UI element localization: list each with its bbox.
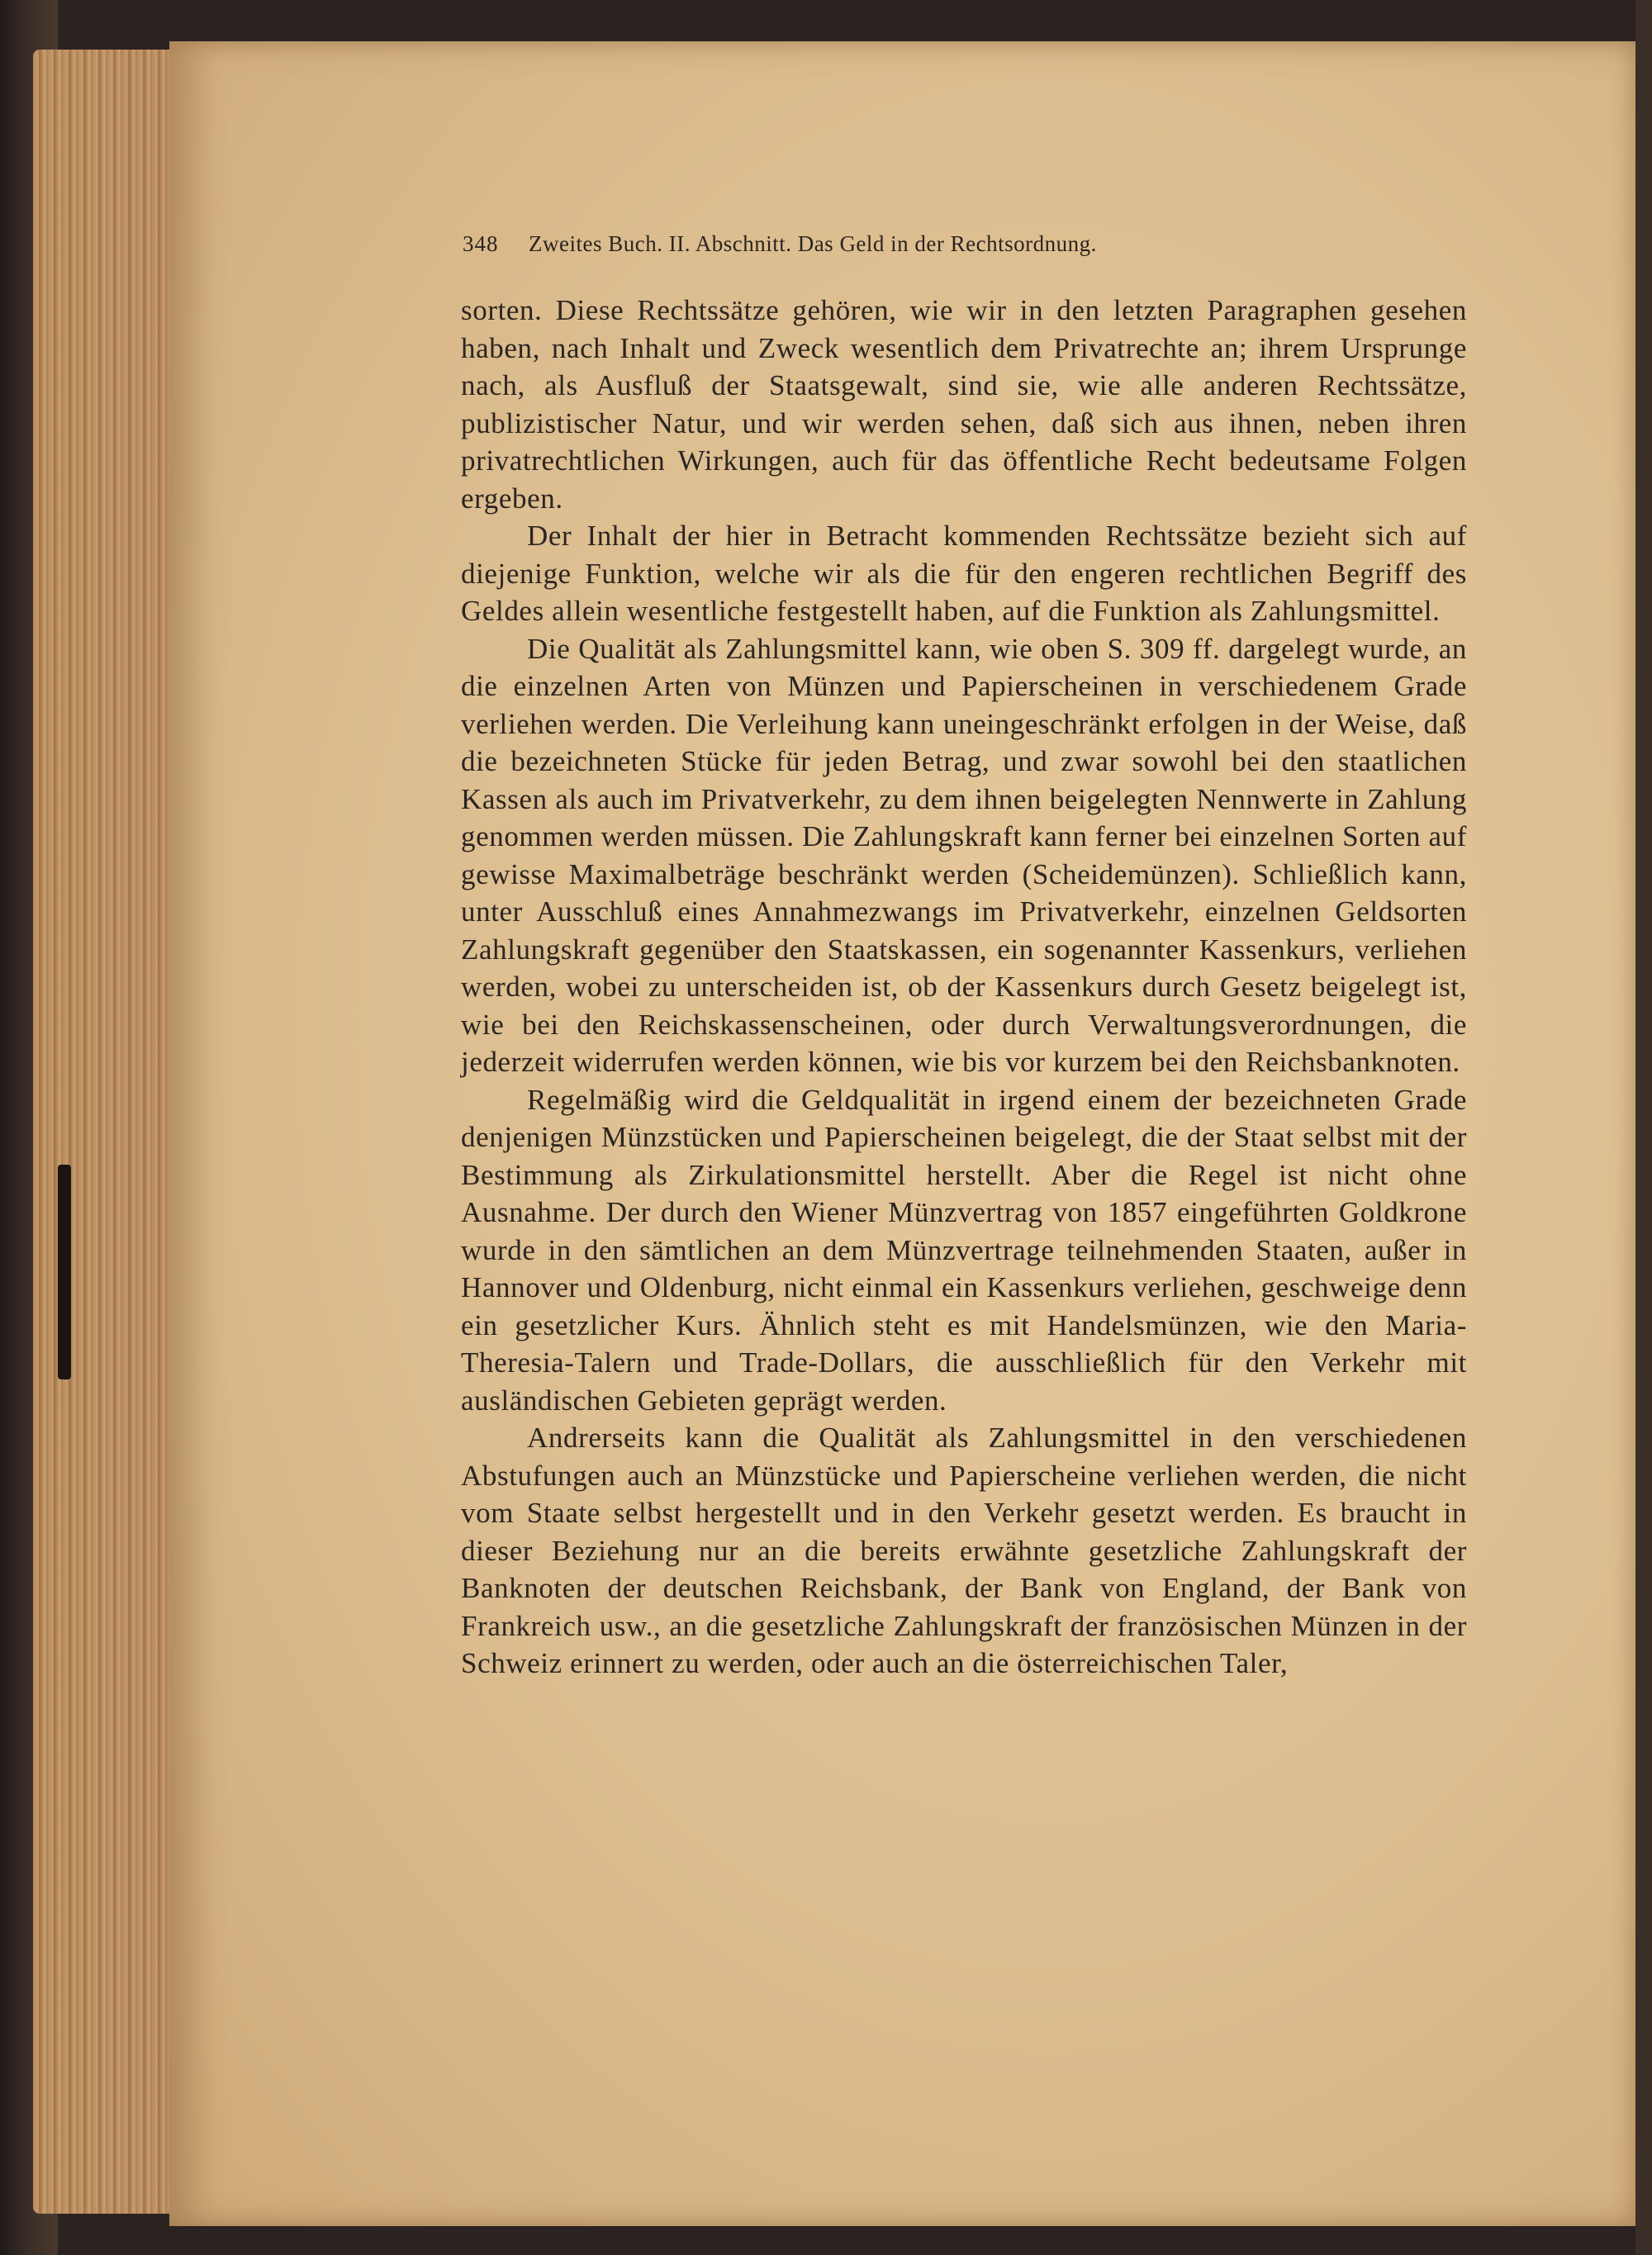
paragraph: Regelmäßig wird die Geldqualität in irgend einem der bezeichneten Grade denjenigen Münzstücken und Papierscheinen beigelegt, die der Staat selbst mit der Bestimmung als Zirkulationsmittel herstellt. Aber die Regel ist nicht ohne Ausnahme. Der durch den Wiener Münzvertrag von 1857 eingeführten Goldkrone wurde in den sämtlichen an dem Münzvertrage teilnehmenden Staaten, außer in Hannover und Oldenburg, nicht einmal ein Kassenkurs verliehen, geschweige denn ein gesetzlicher Kurs. Ähnlich steht es mit Handelsmünzen, wie den Maria-Theresia-Talern und Trade-Dollars, die ausschließlich für den Verkehr mit ausländischen Gebieten geprägt werden. xyxy=(461,1083,1467,1417)
running-title: Zweites Buch. II. Abschnitt. Das Geld in der Rechtsordnung. xyxy=(529,231,1097,256)
page-body xyxy=(461,292,1467,1683)
paragraph: Die Qualität als Zahlungsmittel kann, wie oben S. 309 ff. dargelegt wurde, an die einzelnen Arten von Münzen und Papierscheinen in verschiedenem Grade verliehen werden. Die Verleihung kann uneingeschränkt erfolgen in der Weise, daß die bezeichneten Stücke für jeden Betrag, und zwar sowohl bei den staatlichen Kassen als auch im Privatverkehr, zu dem ihnen beigelegten Nennwerte in Zahlung genommen werden müssen. Die Zahlungskraft kann ferner bei einzelnen Sorten auf gewisse Maximalbeträge beschränkt werden (Scheidemünzen). Schließlich kann, unter Ausschluß eines Annahmezwangs im Privatverkehr, einzelnen Geldsorten Zahlungskraft gegenüber den Staatskassen, ein sogenannter Kassenkurs, verliehen werden, wobei zu unterscheiden ist, ob der Kassenkurs durch Gesetz beigelegt ist, wie bei den Reichskassenscheinen, oder durch Verwaltungsverordnungen, die jederzeit widerrufen werden können, wie bis vor kurzem bei den Reichsbanknoten. xyxy=(461,632,1467,1078)
paragraph: Der Inhalt der hier in Betracht kommenden Rechtssätze bezieht sich auf diejenige Funktion, welche wir als die für den engeren rechtlichen Begriff des Geldes allein wesentliche festgestellt haben, auf die Funktion als Zahlungsmittel. xyxy=(461,520,1467,627)
paragraph-continued: sorten. Diese Rechtssätze gehören, wie wir in den letzten Paragraphen gesehen haben, nach Inhalt und Zweck wesentlich dem Privatrechte an; ihrem Ursprunge nach, als Ausfluß der Staatsgewalt, sind sie, wie alle anderen Rechtssätze, publizistischer Natur, und wir werden sehen, daß sich aus ihnen, neben ihren privatrechtlichen Wirkungen, auch für das öffentliche Recht bedeutsame Folgen ergeben. xyxy=(461,294,1467,515)
paragraph: Andrerseits kann die Qualität als Zahlungsmittel in den verschiedenen Abstufungen auch an Münzstücke und Papierscheine verliehen werden, die nicht vom Staate selbst hergestellt und in den Verkehr gesetzt werden. Es braucht in dieser Beziehung nur an die bereits erwähnte gesetzliche Zahlungskraft der Banknoten der deutschen Reichsbank, der Bank von England, der Bank von Frankreich usw., an die gesetzliche Zahlungskraft der französischen Münzen in der Schweiz erinnert zu werden, oder auch an die österreichischen Taler, xyxy=(461,1422,1467,1679)
running-header xyxy=(463,231,1363,264)
book-right-edge xyxy=(1635,0,1652,2255)
page-number: 348 xyxy=(463,231,499,256)
binding-clip xyxy=(58,1165,71,1379)
